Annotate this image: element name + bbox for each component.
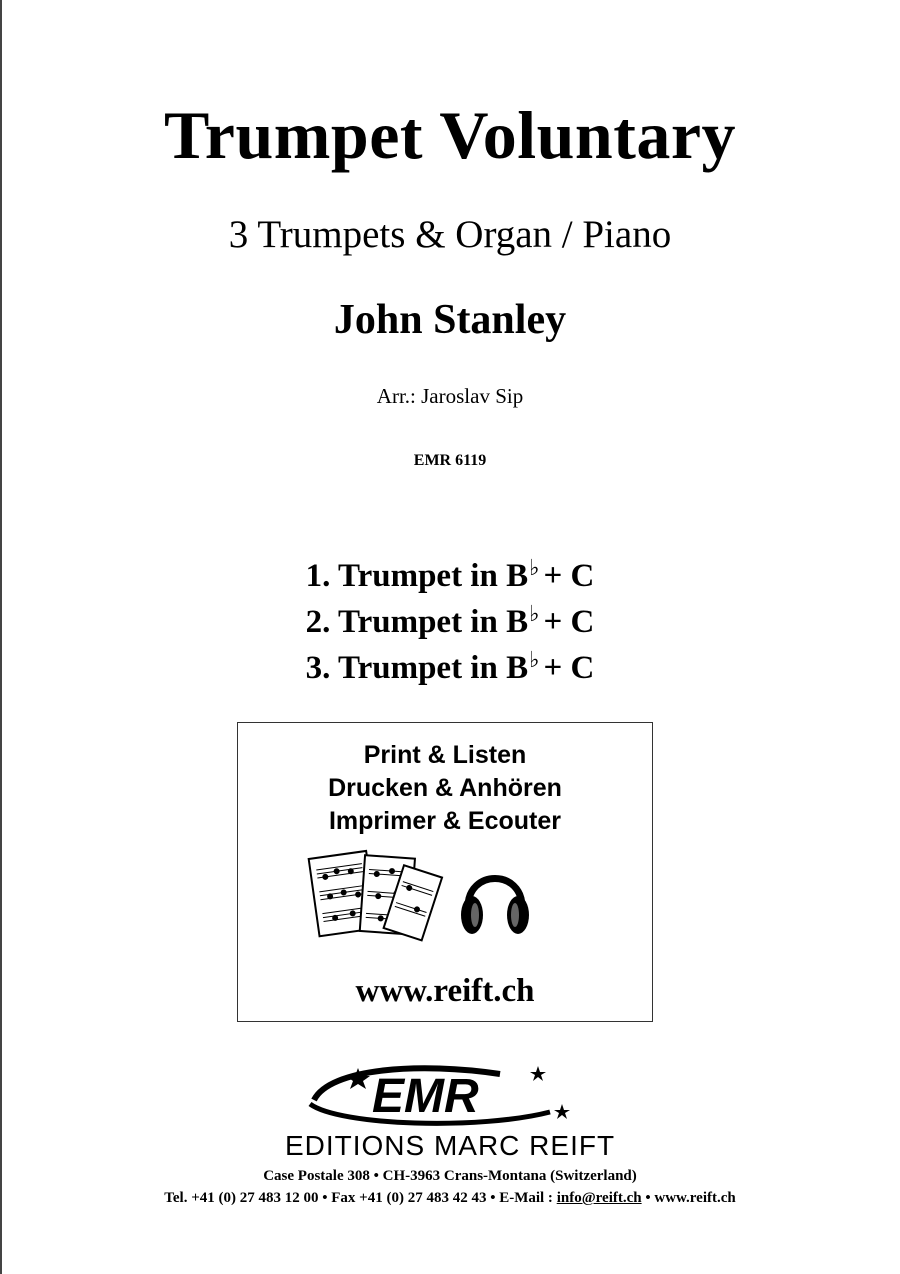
promo-icons (300, 845, 540, 945)
promo-text (238, 739, 652, 838)
part-suffix: + C (543, 558, 595, 594)
email-link[interactable]: info@reift.ch (556, 1190, 642, 1206)
piece-title: Trumpet Voluntary (163, 97, 737, 173)
sheet-music-icon (309, 851, 442, 940)
part-suffix: + C (543, 604, 595, 640)
promo-line-english: Print & Listen (363, 741, 527, 769)
part-item (0, 637, 900, 686)
print-listen-box (237, 722, 653, 1022)
part-label: 3. Trumpet in B (305, 650, 529, 686)
publisher-address: Case Postale 308 • CH-3963 Crans-Montana (Switzerland) (263, 1168, 637, 1184)
flat-sign: ♭ (529, 647, 540, 672)
publisher-contact (0, 1190, 900, 1207)
web-address[interactable]: • www.reift.ch (645, 1190, 736, 1206)
part-item (0, 591, 900, 640)
part-label: 2. Trumpet in B (305, 604, 529, 640)
part-label: 1. Trumpet in B (305, 558, 529, 594)
part-item (0, 545, 900, 594)
composer-name: John Stanley (333, 297, 567, 343)
publisher-name: EDITIONS MARC REIFT (284, 1130, 616, 1161)
website-link[interactable]: www.reift.ch (355, 973, 535, 1009)
logo-text: EMR (372, 1070, 479, 1123)
arranger-credit: Arr.: Jaroslav Sip (376, 384, 524, 408)
instrumentation: 3 Trumpets & Organ / Piano (228, 213, 672, 256)
promo-line-french: Imprimer & Ecouter (328, 807, 561, 835)
flat-sign: ♭ (529, 601, 540, 626)
parts-list (0, 545, 900, 686)
catalog-number: EMR 6119 (413, 452, 487, 469)
promo-line-german: Drucken & Anhören (328, 774, 562, 802)
flat-sign: ♭ (529, 555, 540, 580)
emr-logo (300, 1060, 590, 1130)
part-suffix: + C (543, 650, 595, 686)
tel-fax: Tel. +41 (0) 27 483 12 00 • Fax +41 (0) 27 483 42 43 • E-Mail : (164, 1190, 553, 1206)
headphones-icon (461, 879, 529, 935)
